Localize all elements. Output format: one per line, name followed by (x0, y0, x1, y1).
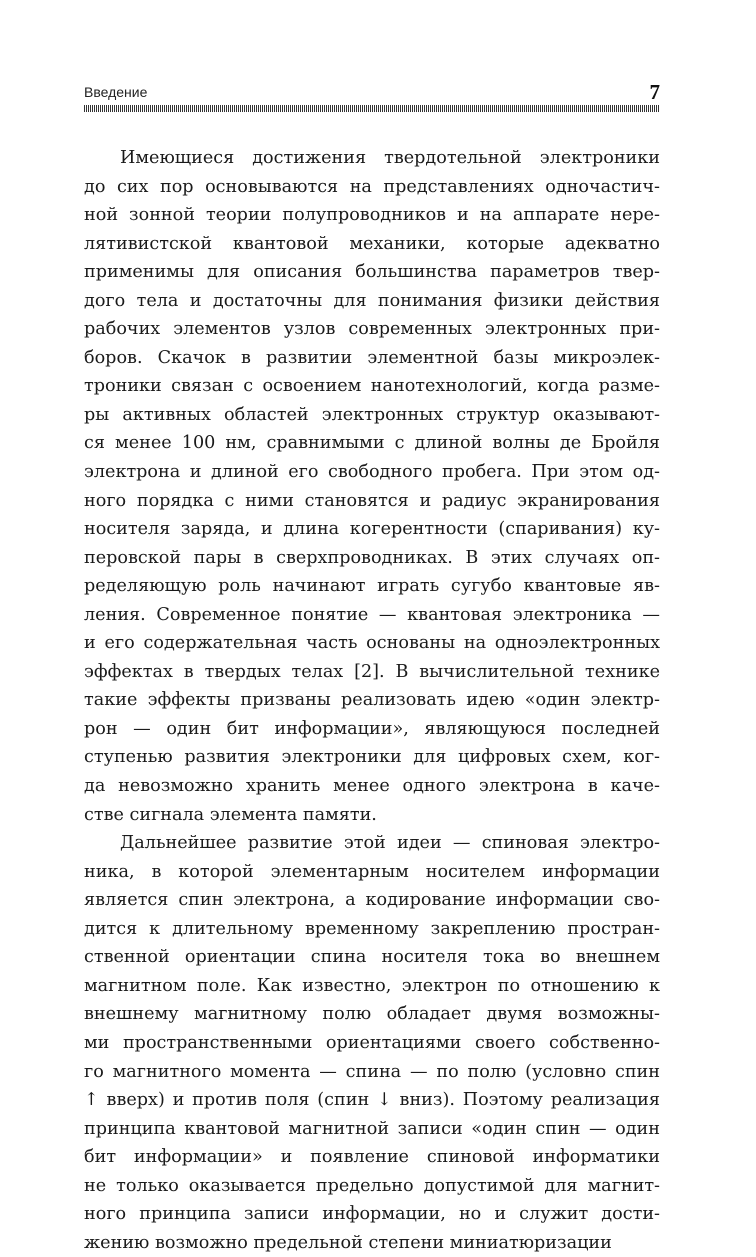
text-line: рон — один бит информации», являющуюся последней (84, 718, 660, 739)
text-line: жению возможно предельной степени миниатюризации (84, 1232, 612, 1253)
text-line: ми пространственными ориентациями своего собственно- (84, 1032, 660, 1053)
text-line: стве сигнала элемента памяти. (84, 804, 377, 825)
text-line: дится к длительному временному закреплению простран- (84, 918, 660, 939)
text-line: эффектах в твердых телах [2]. В вычислительной технике (84, 661, 660, 682)
text-line: носителя заряда, и длина когерентности (спаривания) ку- (84, 519, 660, 540)
text-line: ределяющую роль начинают играть сугубо квантовые яв- (84, 576, 660, 597)
text-line: ступенью развития электроники для цифровых схем, ког- (84, 747, 660, 768)
text-line: магнитном поле. Как известно, электрон по отношению к (84, 975, 660, 996)
text-line: Имеющиеся достижения твердотельной электроники (120, 148, 660, 168)
text-line: лятивистской квантовой механики, которые адекватно (84, 233, 660, 254)
text-line: ного принципа записи информации, но и служит дости- (84, 1204, 660, 1225)
text-line: ры активных областей электронных структур оказывают- (84, 404, 660, 425)
text-line: ной зонной теории полупроводников и на аппарате нере- (84, 205, 660, 226)
text-line: применимы для описания большинства параметров твер- (84, 262, 660, 283)
text-line: боров. Скачок в развитии элементной базы микроэлек- (84, 347, 660, 368)
text-line: троники связан с освоением нанотехнологий, когда разме- (84, 376, 660, 397)
running-header (84, 82, 660, 104)
page-number: 7 (649, 80, 660, 104)
text-line: электрона и длиной его свободного пробега. При этом од- (84, 462, 660, 483)
text-line: да невозможно хранить менее одного электрона в каче- (84, 776, 660, 797)
text-line: и его содержательная часть основаны на одноэлектронных (84, 633, 660, 654)
text-line: внешнему магнитному полю обладает двумя возможны- (84, 1004, 660, 1025)
paragraph (84, 829, 660, 1257)
text-line: ↑ вверх) и против поля (спин ↓ вниз). Поэтому реализация (84, 1090, 660, 1111)
text-line: рабочих элементов узлов современных электронных при- (84, 319, 660, 340)
text-line: такие эффекты призваны реализовать идею «один электр- (84, 690, 660, 711)
text-line: ного порядка с ними становятся и радиус экранирования (84, 490, 660, 511)
text-line: ся менее 100 нм, сравнимыми с длиной волны де Бройля (84, 433, 660, 454)
section-title: Введение (84, 84, 148, 100)
paragraph (84, 144, 660, 829)
text-line: не только оказывается предельно допустимой для магнит- (84, 1175, 660, 1196)
text-line: ственной ориентации спина носителя тока во внешнем (84, 947, 660, 968)
body-text (84, 144, 660, 1257)
text-line: перовской пары в сверхпроводниках. В этих случаях оп- (84, 547, 660, 568)
text-line: бит информации» и появление спиновой информатики (84, 1147, 660, 1168)
header-rule (84, 105, 660, 112)
text-line: является спин электрона, а кодирование информации сво- (84, 890, 660, 911)
text-line: го магнитного момента — спина — по полю (условно спин (84, 1061, 660, 1082)
text-line: ника, в которой элементарным носителем информации (84, 861, 660, 882)
text-line: ления. Современное понятие — квантовая электроника — (84, 604, 660, 625)
text-line: дого тела и достаточны для понимания физики действия (84, 290, 660, 311)
text-line: до сих пор основываются на представлениях одночастич- (84, 176, 660, 197)
text-line: принципа квантовой магнитной записи «один спин — один (84, 1118, 660, 1139)
text-line: Дальнейшее развитие этой идеи — спиновая электро- (120, 833, 660, 854)
